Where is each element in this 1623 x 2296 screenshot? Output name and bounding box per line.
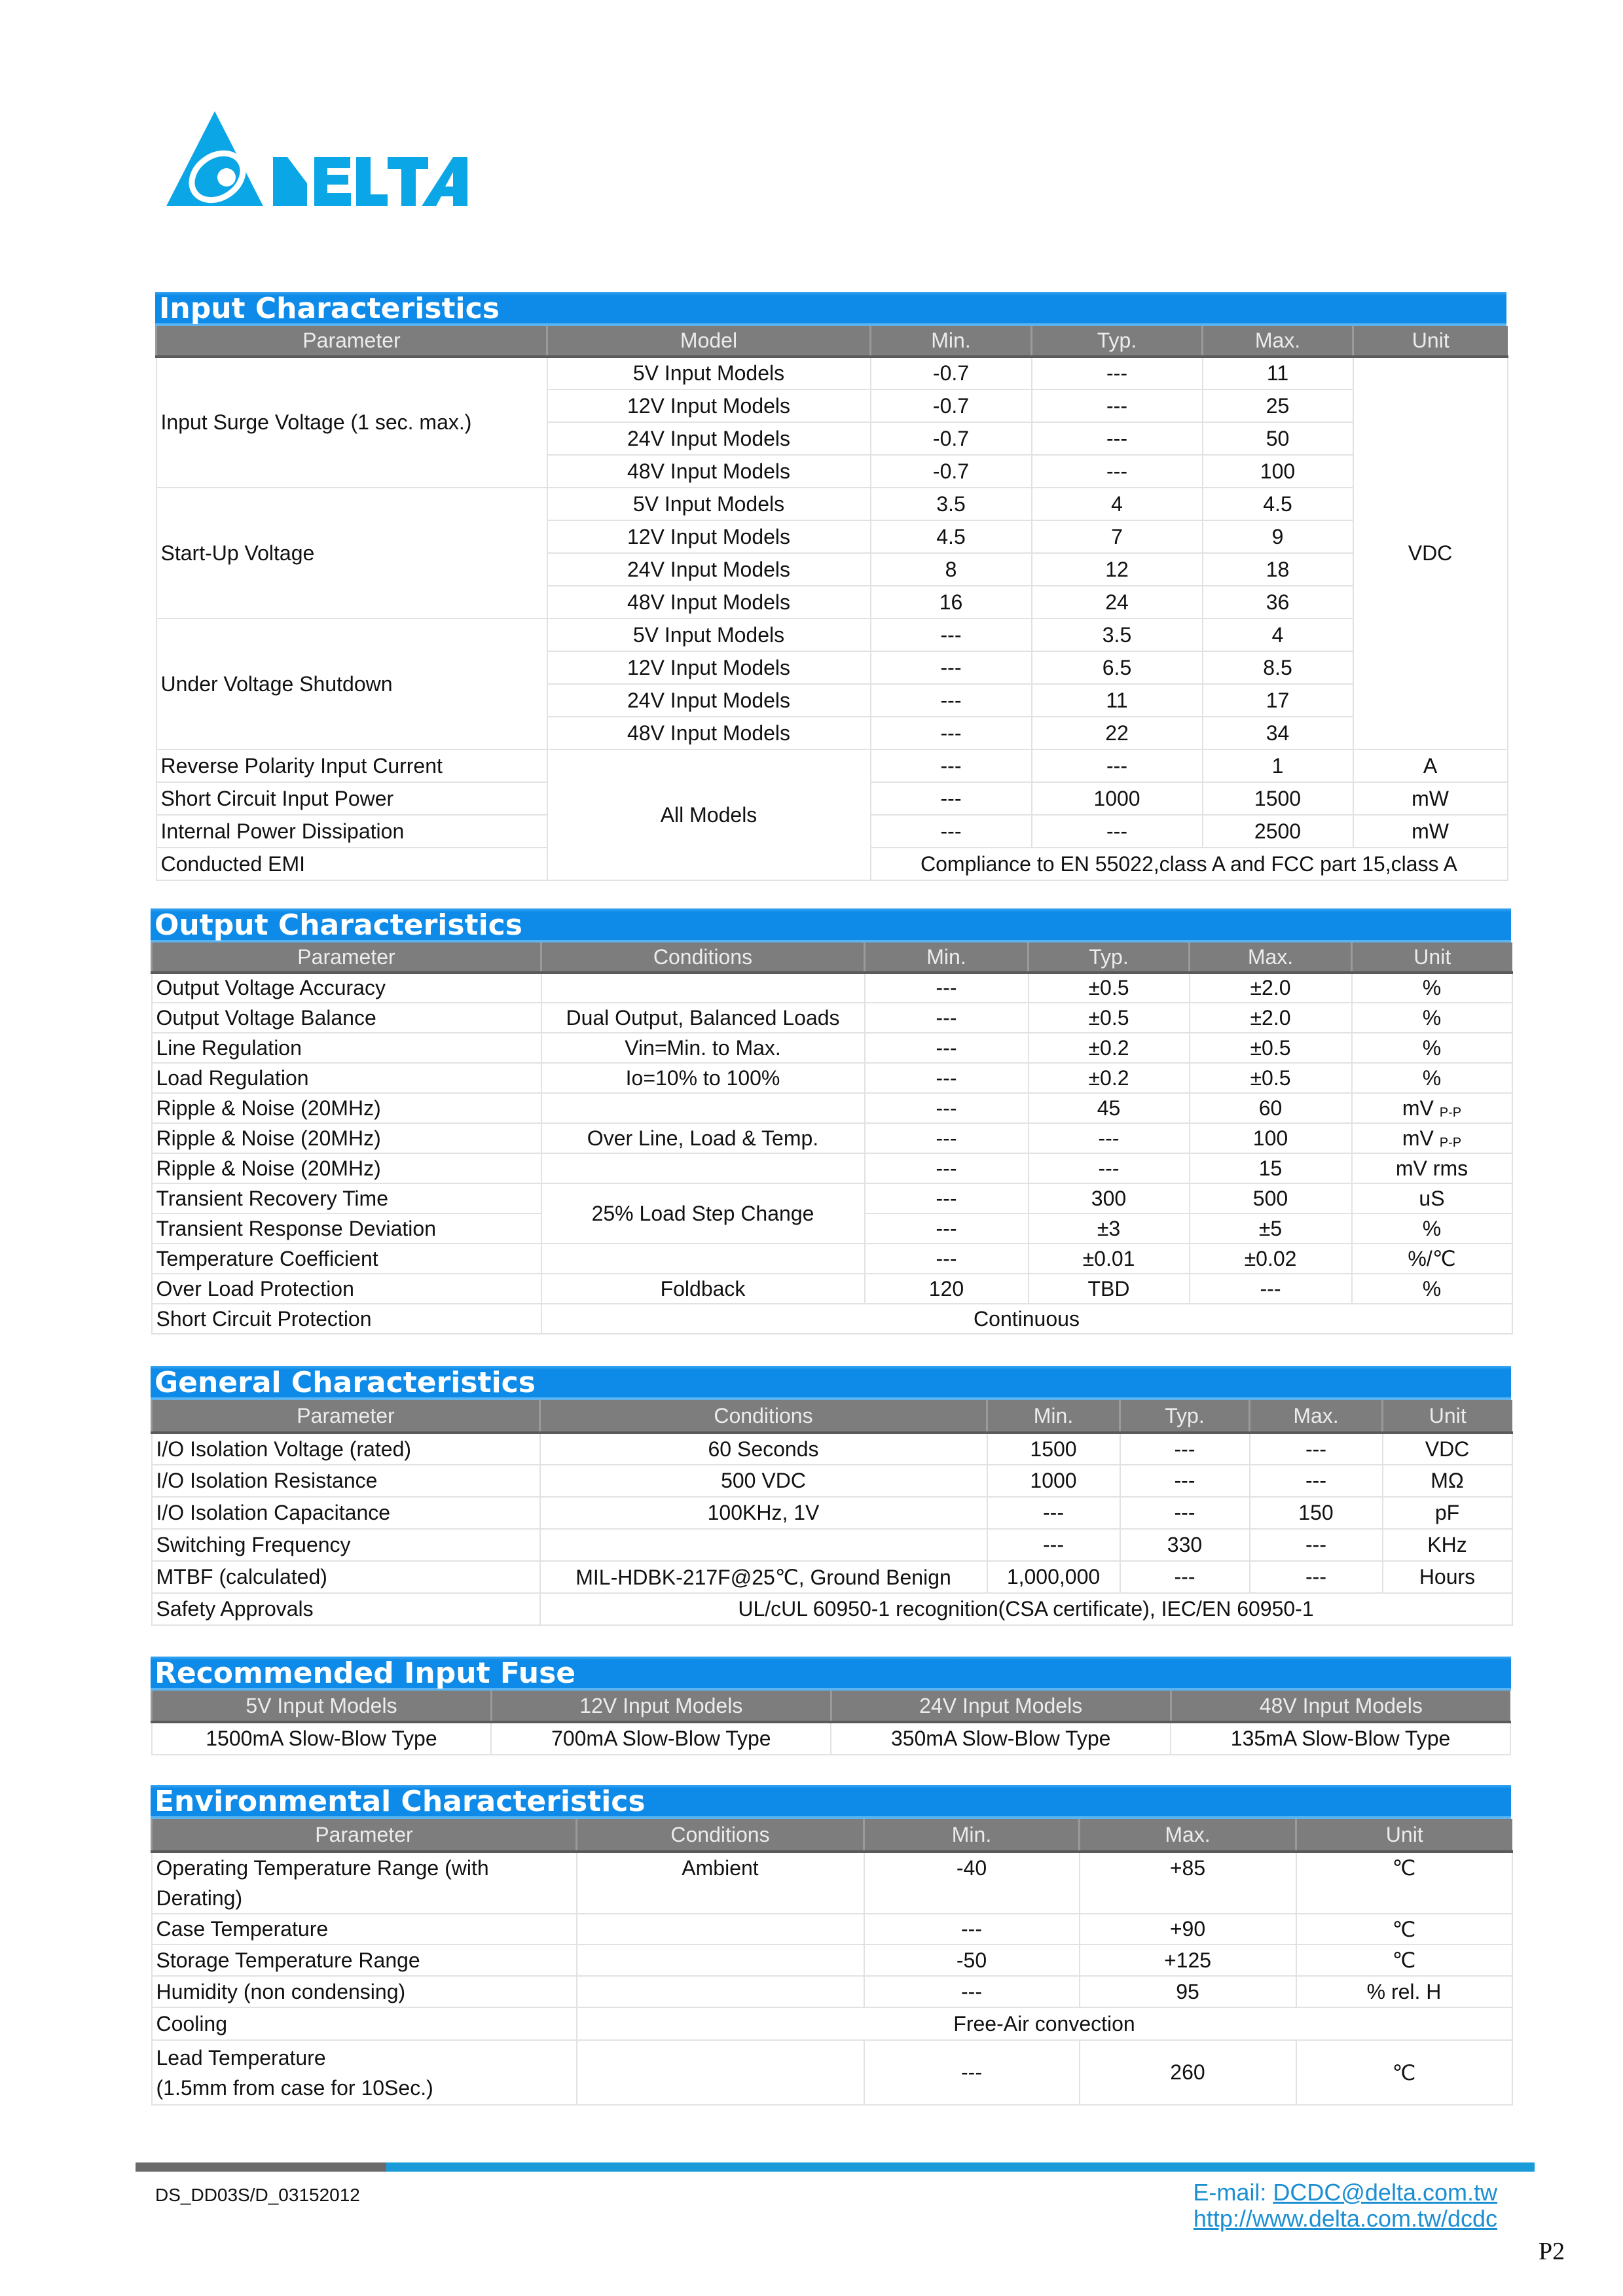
cell: 5V Input Models bbox=[547, 619, 871, 651]
cell: 48V Input Models bbox=[547, 717, 871, 749]
output-characteristics-section bbox=[151, 908, 1511, 1335]
cell: 50 bbox=[1203, 422, 1353, 455]
table-row bbox=[152, 1244, 1512, 1274]
cell: 1000 bbox=[987, 1465, 1120, 1497]
cell: ±5 bbox=[1190, 1213, 1352, 1244]
table-row bbox=[156, 488, 1508, 520]
cell: 3.5 bbox=[1032, 619, 1203, 651]
table-row bbox=[152, 1003, 1512, 1033]
cell: ±0.5 bbox=[1190, 1063, 1352, 1093]
cell: --- bbox=[1250, 1561, 1383, 1593]
param-cell: MTBF (calculated) bbox=[152, 1561, 540, 1593]
table-row bbox=[152, 1497, 1512, 1529]
cell: 12 bbox=[1032, 553, 1203, 586]
param-cell: Internal Power Dissipation bbox=[156, 815, 547, 848]
cell: --- bbox=[871, 717, 1032, 749]
param-cell: Transient Recovery Time bbox=[152, 1183, 541, 1213]
param-cell: Start-Up Voltage bbox=[156, 488, 547, 619]
cell: 95 bbox=[1080, 1976, 1296, 2007]
cell: Over Line, Load & Temp. bbox=[541, 1123, 865, 1153]
table-row bbox=[152, 1561, 1512, 1593]
param-cell: Operating Temperature Range (with Derating) bbox=[152, 1852, 577, 1914]
all-models-cell: All Models bbox=[547, 749, 871, 880]
cell bbox=[540, 1529, 987, 1561]
header-cell: Max. bbox=[1250, 1400, 1383, 1433]
cell: 36 bbox=[1203, 586, 1353, 619]
general-characteristics-section bbox=[151, 1366, 1511, 1626]
cell: 34 bbox=[1203, 717, 1353, 749]
cell: --- bbox=[1250, 1529, 1383, 1561]
section-title: Environmental Characteristics bbox=[151, 1785, 1511, 1819]
cell: 1,000,000 bbox=[987, 1561, 1120, 1593]
cell: Hours bbox=[1383, 1561, 1512, 1593]
cell: --- bbox=[1032, 455, 1203, 488]
section-title: Input Characteristics bbox=[155, 292, 1506, 326]
cell: 135mA Slow-Blow Type bbox=[1171, 1722, 1510, 1755]
cell: 4.5 bbox=[871, 520, 1032, 553]
unit: mV bbox=[1402, 1096, 1434, 1120]
header-cell: Conditions bbox=[540, 1400, 987, 1433]
table-row bbox=[152, 2007, 1512, 2040]
header-cell: 5V Input Models bbox=[152, 1691, 492, 1722]
param-cell: I/O Isolation Voltage (rated) bbox=[152, 1433, 540, 1465]
cell: -0.7 bbox=[871, 389, 1032, 422]
header-cell: Conditions bbox=[577, 1819, 864, 1852]
cell: 5V Input Models bbox=[547, 357, 871, 389]
cell: 12V Input Models bbox=[547, 520, 871, 553]
cell: Dual Output, Balanced Loads bbox=[541, 1003, 865, 1033]
cell: 24 bbox=[1032, 586, 1203, 619]
cell: 6.5 bbox=[1032, 651, 1203, 684]
cell: --- bbox=[865, 1063, 1029, 1093]
cell: --- bbox=[865, 1153, 1029, 1183]
email-label: E-mail: bbox=[1193, 2179, 1273, 2206]
cell: 1500mA Slow-Blow Type bbox=[152, 1722, 492, 1755]
param-cell: Ripple & Noise (20MHz) bbox=[152, 1153, 541, 1183]
header-cell: 12V Input Models bbox=[491, 1691, 831, 1722]
cell: Foldback bbox=[541, 1274, 865, 1304]
table-row bbox=[152, 1063, 1512, 1093]
cell bbox=[541, 973, 865, 1003]
header-cell: Max. bbox=[1190, 942, 1352, 973]
param-cell: Output Voltage Accuracy bbox=[152, 973, 541, 1003]
table-header bbox=[152, 1819, 1512, 1852]
table-row bbox=[152, 1465, 1512, 1497]
cell: Vin=Min. to Max. bbox=[541, 1033, 865, 1063]
delta-logo bbox=[165, 108, 473, 209]
section-title: Output Characteristics bbox=[151, 908, 1511, 942]
input-characteristics-section bbox=[155, 292, 1506, 881]
cell: --- bbox=[865, 1033, 1029, 1063]
header-cell: Unit bbox=[1296, 1819, 1512, 1852]
cell: 100 bbox=[1190, 1123, 1352, 1153]
cell: --- bbox=[1190, 1274, 1352, 1304]
cell: -50 bbox=[864, 1945, 1080, 1976]
cell: --- bbox=[865, 1244, 1029, 1274]
output-table bbox=[151, 942, 1513, 1335]
cell: 500 bbox=[1190, 1183, 1352, 1213]
table-header bbox=[152, 1691, 1511, 1722]
unit: mV bbox=[1402, 1126, 1434, 1150]
cell: % bbox=[1352, 973, 1512, 1003]
cell: 48V Input Models bbox=[547, 455, 871, 488]
cell: --- bbox=[1032, 389, 1203, 422]
cell: --- bbox=[865, 1213, 1029, 1244]
table-header bbox=[152, 942, 1512, 973]
cell: 15 bbox=[1190, 1153, 1352, 1183]
param-cell: I/O Isolation Resistance bbox=[152, 1465, 540, 1497]
cell: 60 Seconds bbox=[540, 1433, 987, 1465]
cell: mW bbox=[1353, 815, 1508, 848]
cell: ℃ bbox=[1296, 1945, 1512, 1976]
table-row bbox=[152, 2040, 1512, 2105]
cell: 45 bbox=[1029, 1093, 1190, 1123]
header-cell: Parameter bbox=[152, 1400, 540, 1433]
param-cell: Temperature Coefficient bbox=[152, 1244, 541, 1274]
header-cell: Unit bbox=[1352, 942, 1512, 973]
contact-info bbox=[1193, 2179, 1497, 2232]
cell: --- bbox=[987, 1529, 1120, 1561]
table-row bbox=[152, 1183, 1512, 1213]
cell: % bbox=[1352, 1063, 1512, 1093]
cell: % bbox=[1352, 1003, 1512, 1033]
header-cell: Parameter bbox=[156, 326, 547, 357]
param-line: (1.5mm from case for 10Sec.) bbox=[156, 2075, 433, 2100]
cell: --- bbox=[871, 749, 1032, 782]
header-cell: 48V Input Models bbox=[1171, 1691, 1510, 1722]
param-cell: Line Regulation bbox=[152, 1033, 541, 1063]
cell bbox=[577, 1945, 864, 1976]
cell: --- bbox=[1029, 1123, 1190, 1153]
cell: 150 bbox=[1250, 1497, 1383, 1529]
input-table bbox=[155, 326, 1508, 881]
cell: Io=10% to 100% bbox=[541, 1063, 865, 1093]
cell: --- bbox=[1032, 815, 1203, 848]
param-cell: Input Surge Voltage (1 sec. max.) bbox=[156, 357, 547, 488]
cell bbox=[541, 1244, 865, 1274]
cell: MIL-HDBK-217F@25℃, Ground Benign bbox=[540, 1561, 987, 1593]
email-link[interactable]: DCDC@delta.com.tw bbox=[1273, 2179, 1497, 2206]
cell: Compliance to EN 55022,class A and FCC part 15,class A bbox=[871, 848, 1508, 880]
cell: % bbox=[1352, 1274, 1512, 1304]
unit-cell: VDC bbox=[1353, 357, 1508, 749]
cell: +125 bbox=[1080, 1945, 1296, 1976]
header-cell: Min. bbox=[864, 1819, 1080, 1852]
cell: 100KHz, 1V bbox=[540, 1497, 987, 1529]
cell: --- bbox=[865, 973, 1029, 1003]
general-table bbox=[151, 1400, 1513, 1626]
param-cell: Over Load Protection bbox=[152, 1274, 541, 1304]
cell: 2500 bbox=[1203, 815, 1353, 848]
cell: --- bbox=[865, 1093, 1029, 1123]
table-row bbox=[152, 1153, 1512, 1183]
cell: Ambient bbox=[577, 1852, 864, 1914]
section-title: Recommended Input Fuse bbox=[151, 1657, 1511, 1691]
cell: --- bbox=[1120, 1465, 1250, 1497]
cell: --- bbox=[987, 1497, 1120, 1529]
cell: ±0.5 bbox=[1190, 1033, 1352, 1063]
cell: mV rms bbox=[1352, 1153, 1512, 1183]
cell: --- bbox=[1029, 1153, 1190, 1183]
cell: 4 bbox=[1203, 619, 1353, 651]
cell: A bbox=[1353, 749, 1508, 782]
cell: % bbox=[1352, 1213, 1512, 1244]
cell: +85 bbox=[1080, 1852, 1296, 1914]
header-cell: Typ. bbox=[1032, 326, 1203, 357]
param-cell: Ripple & Noise (20MHz) bbox=[152, 1093, 541, 1123]
cell: --- bbox=[1120, 1497, 1250, 1529]
header-cell: Min. bbox=[987, 1400, 1120, 1433]
cell: -0.7 bbox=[871, 422, 1032, 455]
cell: 25% Load Step Change bbox=[541, 1183, 865, 1244]
cell: ±0.01 bbox=[1029, 1244, 1190, 1274]
cell: 11 bbox=[1203, 357, 1353, 389]
cell: --- bbox=[865, 1183, 1029, 1213]
cell: +90 bbox=[1080, 1914, 1296, 1945]
table-row bbox=[152, 1433, 1512, 1465]
param-cell: Storage Temperature Range bbox=[152, 1945, 577, 1976]
cell: 330 bbox=[1120, 1529, 1250, 1561]
cell: ℃ bbox=[1296, 1914, 1512, 1945]
unit-cell bbox=[1352, 1093, 1512, 1123]
cell: --- bbox=[1120, 1561, 1250, 1593]
cell: 1 bbox=[1203, 749, 1353, 782]
document-id: DS_DD03S/D_03152012 bbox=[155, 2185, 360, 2205]
cell: 350mA Slow-Blow Type bbox=[831, 1722, 1171, 1755]
cell: MΩ bbox=[1383, 1465, 1512, 1497]
cell: --- bbox=[1032, 357, 1203, 389]
header-cell: Unit bbox=[1353, 326, 1508, 357]
param-cell bbox=[152, 2040, 577, 2105]
header-cell: Parameter bbox=[152, 1819, 577, 1852]
cell: 700mA Slow-Blow Type bbox=[491, 1722, 831, 1755]
cell: 1000 bbox=[1032, 782, 1203, 815]
table-row bbox=[152, 1945, 1512, 1976]
cell: --- bbox=[871, 782, 1032, 815]
param-cell: I/O Isolation Capacitance bbox=[152, 1497, 540, 1529]
header-cell: Parameter bbox=[152, 942, 541, 973]
cell: 4 bbox=[1032, 488, 1203, 520]
cell bbox=[577, 1914, 864, 1945]
fuse-table bbox=[151, 1691, 1511, 1755]
cell: Continuous bbox=[541, 1304, 1512, 1334]
cell: 300 bbox=[1029, 1183, 1190, 1213]
cell: 24V Input Models bbox=[547, 684, 871, 717]
page-number: P2 bbox=[1539, 2238, 1565, 2265]
header-cell: Typ. bbox=[1029, 942, 1190, 973]
cell: 4.5 bbox=[1203, 488, 1353, 520]
cell: 22 bbox=[1032, 717, 1203, 749]
cell: ±0.2 bbox=[1029, 1033, 1190, 1063]
cell: ±2.0 bbox=[1190, 973, 1352, 1003]
cell: mW bbox=[1353, 782, 1508, 815]
environmental-characteristics-section bbox=[151, 1785, 1511, 2106]
cell: 7 bbox=[1032, 520, 1203, 553]
cell: -40 bbox=[864, 1852, 1080, 1914]
cell: 8.5 bbox=[1203, 651, 1353, 684]
param-cell: Safety Approvals bbox=[152, 1593, 540, 1625]
cell: 9 bbox=[1203, 520, 1353, 553]
table-row bbox=[152, 1304, 1512, 1334]
cell bbox=[541, 1153, 865, 1183]
cell: 100 bbox=[1203, 455, 1353, 488]
cell: UL/cUL 60950-1 recognition(CSA certificate), IEC/EN 60950-1 bbox=[540, 1593, 1512, 1625]
cell: -0.7 bbox=[871, 357, 1032, 389]
cell: 60 bbox=[1190, 1093, 1352, 1123]
cell: uS bbox=[1352, 1183, 1512, 1213]
cell: % bbox=[1352, 1033, 1512, 1063]
cell: 1500 bbox=[1203, 782, 1353, 815]
cell: --- bbox=[871, 684, 1032, 717]
cell: --- bbox=[1032, 422, 1203, 455]
unit-subscript: P-P bbox=[1439, 1135, 1462, 1150]
table-row bbox=[152, 1093, 1512, 1123]
cell: KHz bbox=[1383, 1529, 1512, 1561]
param-cell: Output Voltage Balance bbox=[152, 1003, 541, 1033]
table-header bbox=[156, 326, 1508, 357]
cell: --- bbox=[864, 2040, 1080, 2105]
cell: --- bbox=[871, 619, 1032, 651]
cell: 17 bbox=[1203, 684, 1353, 717]
cell: Free-Air convection bbox=[577, 2007, 1512, 2040]
header-cell: Max. bbox=[1203, 326, 1353, 357]
param-cell: Humidity (non condensing) bbox=[152, 1976, 577, 2007]
cell: --- bbox=[865, 1123, 1029, 1153]
param-cell: Reverse Polarity Input Current bbox=[156, 749, 547, 782]
recommended-input-fuse-section bbox=[151, 1657, 1511, 1755]
param-cell: Transient Response Deviation bbox=[152, 1213, 541, 1244]
table-row bbox=[152, 1976, 1512, 2007]
cell: --- bbox=[864, 1914, 1080, 1945]
cell: --- bbox=[1032, 749, 1203, 782]
table-row bbox=[152, 1593, 1512, 1625]
cell: 260 bbox=[1080, 2040, 1296, 2105]
cell: ±2.0 bbox=[1190, 1003, 1352, 1033]
table-row bbox=[152, 1274, 1512, 1304]
header-cell: Model bbox=[547, 326, 871, 357]
cell: -0.7 bbox=[871, 455, 1032, 488]
cell: 25 bbox=[1203, 389, 1353, 422]
cell: 1500 bbox=[987, 1433, 1120, 1465]
table-row bbox=[152, 1722, 1511, 1755]
param-cell: Case Temperature bbox=[152, 1914, 577, 1945]
cell: 8 bbox=[871, 553, 1032, 586]
cell bbox=[577, 2040, 864, 2105]
cell: --- bbox=[1250, 1433, 1383, 1465]
cell: --- bbox=[871, 651, 1032, 684]
table-row bbox=[156, 749, 1508, 782]
param-cell: Conducted EMI bbox=[156, 848, 547, 880]
header-cell: Unit bbox=[1383, 1400, 1512, 1433]
header-cell: Typ. bbox=[1120, 1400, 1250, 1433]
cell bbox=[577, 1976, 864, 2007]
param-line: Lead Temperature bbox=[156, 2045, 326, 2070]
cell: VDC bbox=[1383, 1433, 1512, 1465]
footer-divider-gray bbox=[136, 2162, 386, 2172]
cell: 24V Input Models bbox=[547, 553, 871, 586]
header-cell: Min. bbox=[865, 942, 1029, 973]
cell: --- bbox=[865, 1003, 1029, 1033]
param-cell: Ripple & Noise (20MHz) bbox=[152, 1123, 541, 1153]
table-row bbox=[152, 1914, 1512, 1945]
cell: TBD bbox=[1029, 1274, 1190, 1304]
table-row bbox=[152, 973, 1512, 1003]
cell: 24V Input Models bbox=[547, 422, 871, 455]
table-row bbox=[156, 357, 1508, 389]
table-row bbox=[152, 1123, 1512, 1153]
footer-divider bbox=[136, 2162, 1535, 2172]
cell: ℃ bbox=[1296, 1852, 1512, 1914]
table-header bbox=[152, 1400, 1512, 1433]
unit-subscript: P-P bbox=[1439, 1105, 1462, 1120]
cell: ±0.2 bbox=[1029, 1063, 1190, 1093]
cell bbox=[541, 1093, 865, 1123]
cell: 12V Input Models bbox=[547, 651, 871, 684]
cell: --- bbox=[1120, 1433, 1250, 1465]
table-row bbox=[152, 1529, 1512, 1561]
param-cell: Short Circuit Protection bbox=[152, 1304, 541, 1334]
param-cell: Switching Frequency bbox=[152, 1529, 540, 1561]
cell: 12V Input Models bbox=[547, 389, 871, 422]
param-cell: Cooling bbox=[152, 2007, 577, 2040]
header-cell: Max. bbox=[1080, 1819, 1296, 1852]
cell: 500 VDC bbox=[540, 1465, 987, 1497]
cell: ℃ bbox=[1296, 2040, 1512, 2105]
environmental-table bbox=[151, 1819, 1513, 2106]
cell: pF bbox=[1383, 1497, 1512, 1529]
cell: % rel. H bbox=[1296, 1976, 1512, 2007]
header-cell: Conditions bbox=[541, 942, 865, 973]
cell: 120 bbox=[865, 1274, 1029, 1304]
unit-cell bbox=[1352, 1123, 1512, 1153]
param-cell: Load Regulation bbox=[152, 1063, 541, 1093]
header-cell: Min. bbox=[871, 326, 1032, 357]
table-row bbox=[152, 1852, 1512, 1914]
cell: 11 bbox=[1032, 684, 1203, 717]
cell: 5V Input Models bbox=[547, 488, 871, 520]
cell: 3.5 bbox=[871, 488, 1032, 520]
header-cell: 24V Input Models bbox=[831, 1691, 1171, 1722]
cell: --- bbox=[864, 1976, 1080, 2007]
cell: ±0.5 bbox=[1029, 1003, 1190, 1033]
cell: --- bbox=[1250, 1465, 1383, 1497]
table-row bbox=[152, 1033, 1512, 1063]
cell: 48V Input Models bbox=[547, 586, 871, 619]
cell: %/℃ bbox=[1352, 1244, 1512, 1274]
cell: 18 bbox=[1203, 553, 1353, 586]
cell: ±0.5 bbox=[1029, 973, 1190, 1003]
cell: ±3 bbox=[1029, 1213, 1190, 1244]
table-row bbox=[156, 619, 1508, 651]
cell: 16 bbox=[871, 586, 1032, 619]
cell: ±0.02 bbox=[1190, 1244, 1352, 1274]
cell: --- bbox=[871, 815, 1032, 848]
param-cell: Under Voltage Shutdown bbox=[156, 619, 547, 749]
section-title: General Characteristics bbox=[151, 1366, 1511, 1400]
website-link[interactable]: http://www.delta.com.tw/dcdc bbox=[1193, 2205, 1497, 2232]
param-cell: Short Circuit Input Power bbox=[156, 782, 547, 815]
